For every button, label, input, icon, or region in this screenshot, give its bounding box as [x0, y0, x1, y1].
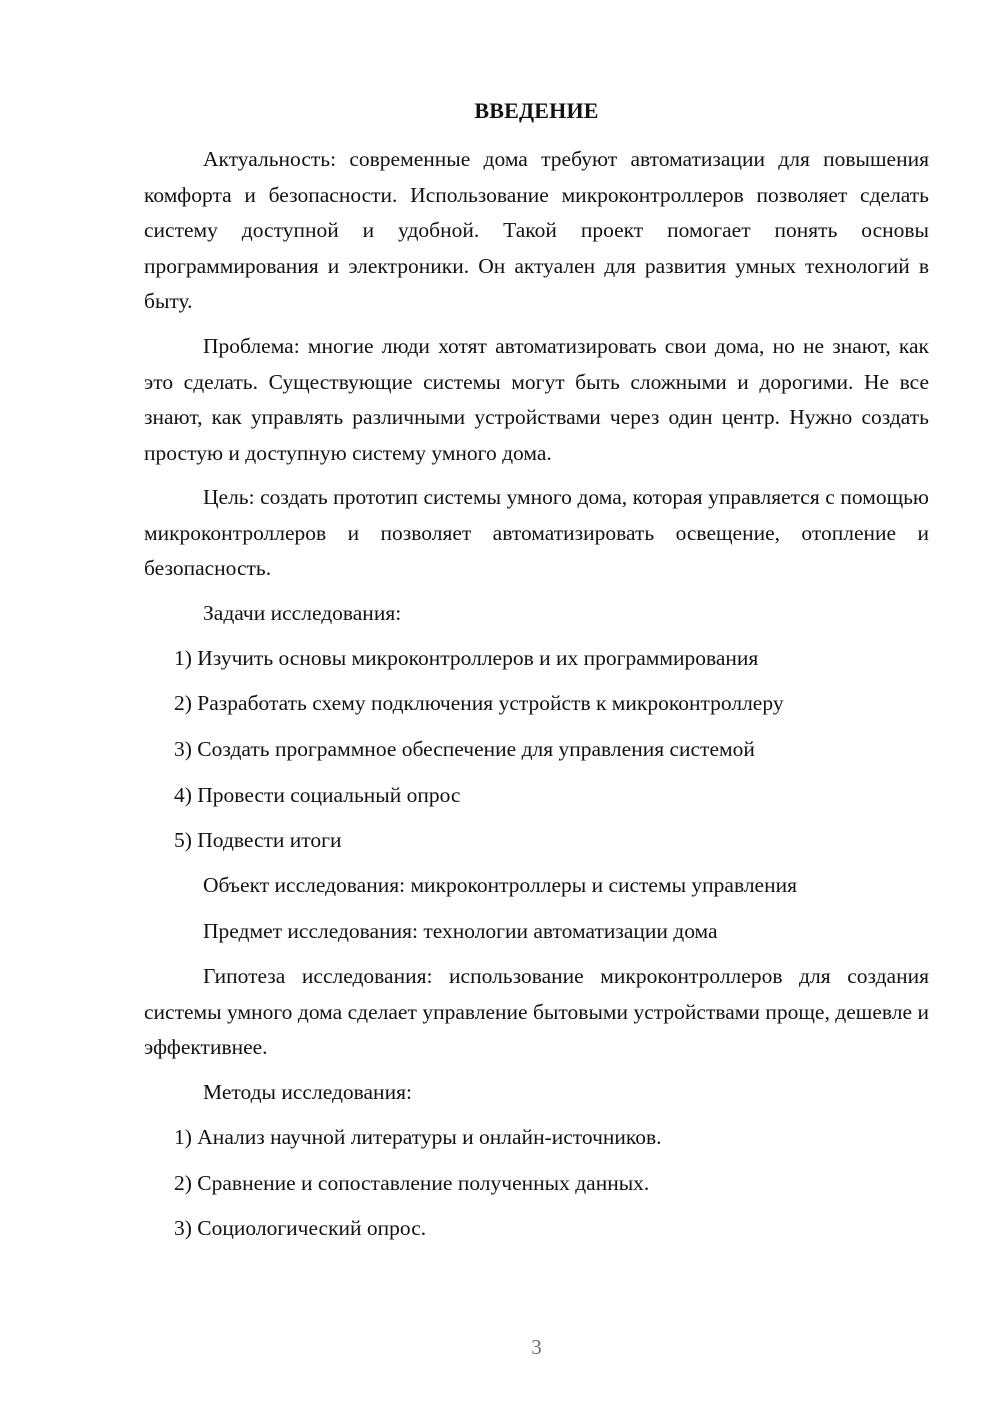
page-title: ВВЕДЕНИЕ	[474, 98, 599, 123]
document-page	[144, 0, 929, 1414]
research-object: Объект исследования: микроконтроллеры и системы управления	[203, 873, 797, 897]
task-item-1: 1) Изучить основы микроконтроллеров и их программирования	[174, 646, 759, 670]
tasks-heading: Задачи исследования:	[203, 601, 402, 625]
methods-heading: Методы исследования:	[203, 1080, 412, 1104]
relevance-paragraph: Актуальность: современные дома требуют автоматизации для повышения комфорта и безопасности. Использование микроконтроллеров позволяет сделать систему доступной и удобной. Такой проект помогает понять основы программирования и электроники. Он актуален для развития умных технологий в быту.	[144, 147, 929, 313]
task-item-5: 5) Подвести итоги	[174, 828, 342, 852]
research-subject: Предмет исследования: технологии автоматизации дома	[203, 919, 718, 943]
hypothesis-paragraph: Гипотеза исследования: использование микроконтроллеров для создания системы умного дома сделает управление бытовыми устройствами проще, дешевле и эффективнее.	[144, 964, 929, 1059]
page-number: 3	[531, 1335, 542, 1359]
method-item-3: 3) Социологический опрос.	[174, 1216, 427, 1240]
goal-paragraph: Цель: создать прототип системы умного дома, которая управляется с помощью микроконтроллеров и позволяет автоматизировать освещение, отопление и безопасность.	[144, 485, 929, 580]
task-item-3: 3) Создать программное обеспечение для управления системой	[174, 737, 755, 761]
task-item-4: 4) Провести социальный опрос	[174, 783, 461, 807]
method-item-1: 1) Анализ научной литературы и онлайн-источников.	[174, 1125, 662, 1149]
task-item-2: 2) Разработать схему подключения устройств к микроконтроллеру	[174, 691, 784, 715]
method-item-2: 2) Сравнение и сопоставление полученных данных.	[174, 1171, 650, 1195]
problem-paragraph: Проблема: многие люди хотят автоматизировать свои дома, но не знают, как это сделать. Существующие системы могут быть сложными и дорогими. Не все знают, как управлять различными устройствами через один центр. Нужно создать простую и доступную систему умного дома.	[144, 334, 929, 465]
